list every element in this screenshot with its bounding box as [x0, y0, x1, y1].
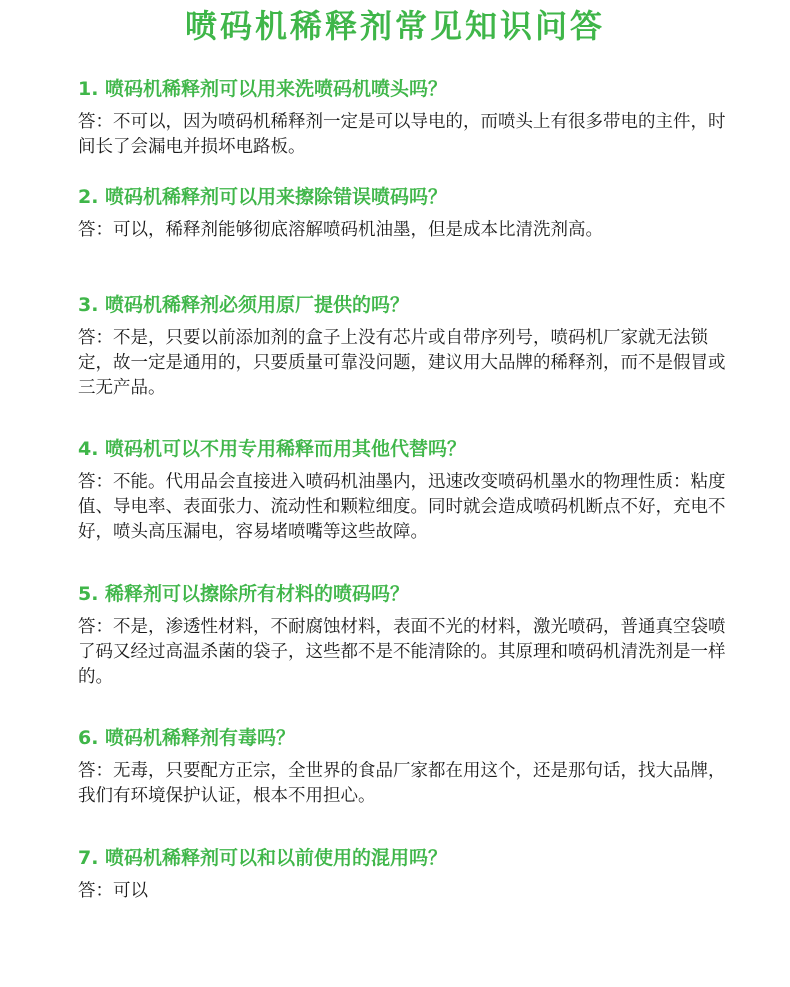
- faq-question: 1. 喷码机稀释剂可以用来洗喷码机喷头吗？: [78, 78, 448, 100]
- faq-item-5: [78, 581, 728, 690]
- page-title: 喷码机稀释剂常见知识问答: [184, 7, 605, 45]
- faq-question: 4. 喷码机可以不用专用稀释而用其他代替吗？: [78, 438, 467, 460]
- faq-question: 2. 喷码机稀释剂可以用来擦除错误喷码吗？: [78, 186, 448, 208]
- faq-item-3: [78, 292, 728, 401]
- faq-answer: 答：不能。代用品会直接进入喷码机油墨内，迅速改变喷码机墨水的物理性质：粘度值、导电率、表面张力、流动性和颗粒细度。同时就会造成喷码机断点不好，充电不好，喷头高压漏电，容易堵喷嘴等这些故障。: [78, 472, 726, 542]
- faq-question: 6. 喷码机稀释剂有毒吗？: [78, 727, 296, 749]
- faq-item-2: [78, 184, 728, 243]
- faq-answer: 答：不可以，因为喷码机稀释剂一定是可以导电的，而喷头上有很多带电的主件，时间长了会漏电并损坏电路板。: [78, 112, 726, 157]
- faq-item-4: [78, 436, 728, 545]
- faq-answer: 答：可以，稀释剂能够彻底溶解喷码机油墨，但是成本比清洗剂高。: [78, 220, 603, 240]
- faq-question: 7. 喷码机稀释剂可以和以前使用的混用吗？: [78, 847, 448, 869]
- faq-answer: 答：不是，渗透性材料，不耐腐蚀材料，表面不光的材料，激光喷码，普通真空袋喷了码又经过高温杀菌的袋子，这些都不是不能清除的。其原理和喷码机清洗剂是一样的。: [78, 617, 726, 687]
- faq-item-7: [78, 845, 728, 904]
- faq-answer: 答：无毒，只要配方正宗，全世界的食品厂家都在用这个，还是那句话，找大品牌，我们有环境保护认证，根本不用担心。: [78, 761, 726, 806]
- faq-item-6: [78, 725, 728, 809]
- faq-question: 5. 稀释剂可以擦除所有材料的喷码吗？: [78, 583, 410, 605]
- faq-answer: 答：不是，只要以前添加剂的盒子上没有芯片或自带序列号，喷码机厂家就无法锁定，故一定是通用的，只要质量可靠没问题，建议用大品牌的稀释剂，而不是假冒或三无产品。: [78, 328, 726, 398]
- faq-question: 3. 喷码机稀释剂必须用原厂提供的吗？: [78, 294, 410, 316]
- faq-answer: 答：可以: [78, 881, 148, 901]
- faq-item-1: [78, 76, 728, 160]
